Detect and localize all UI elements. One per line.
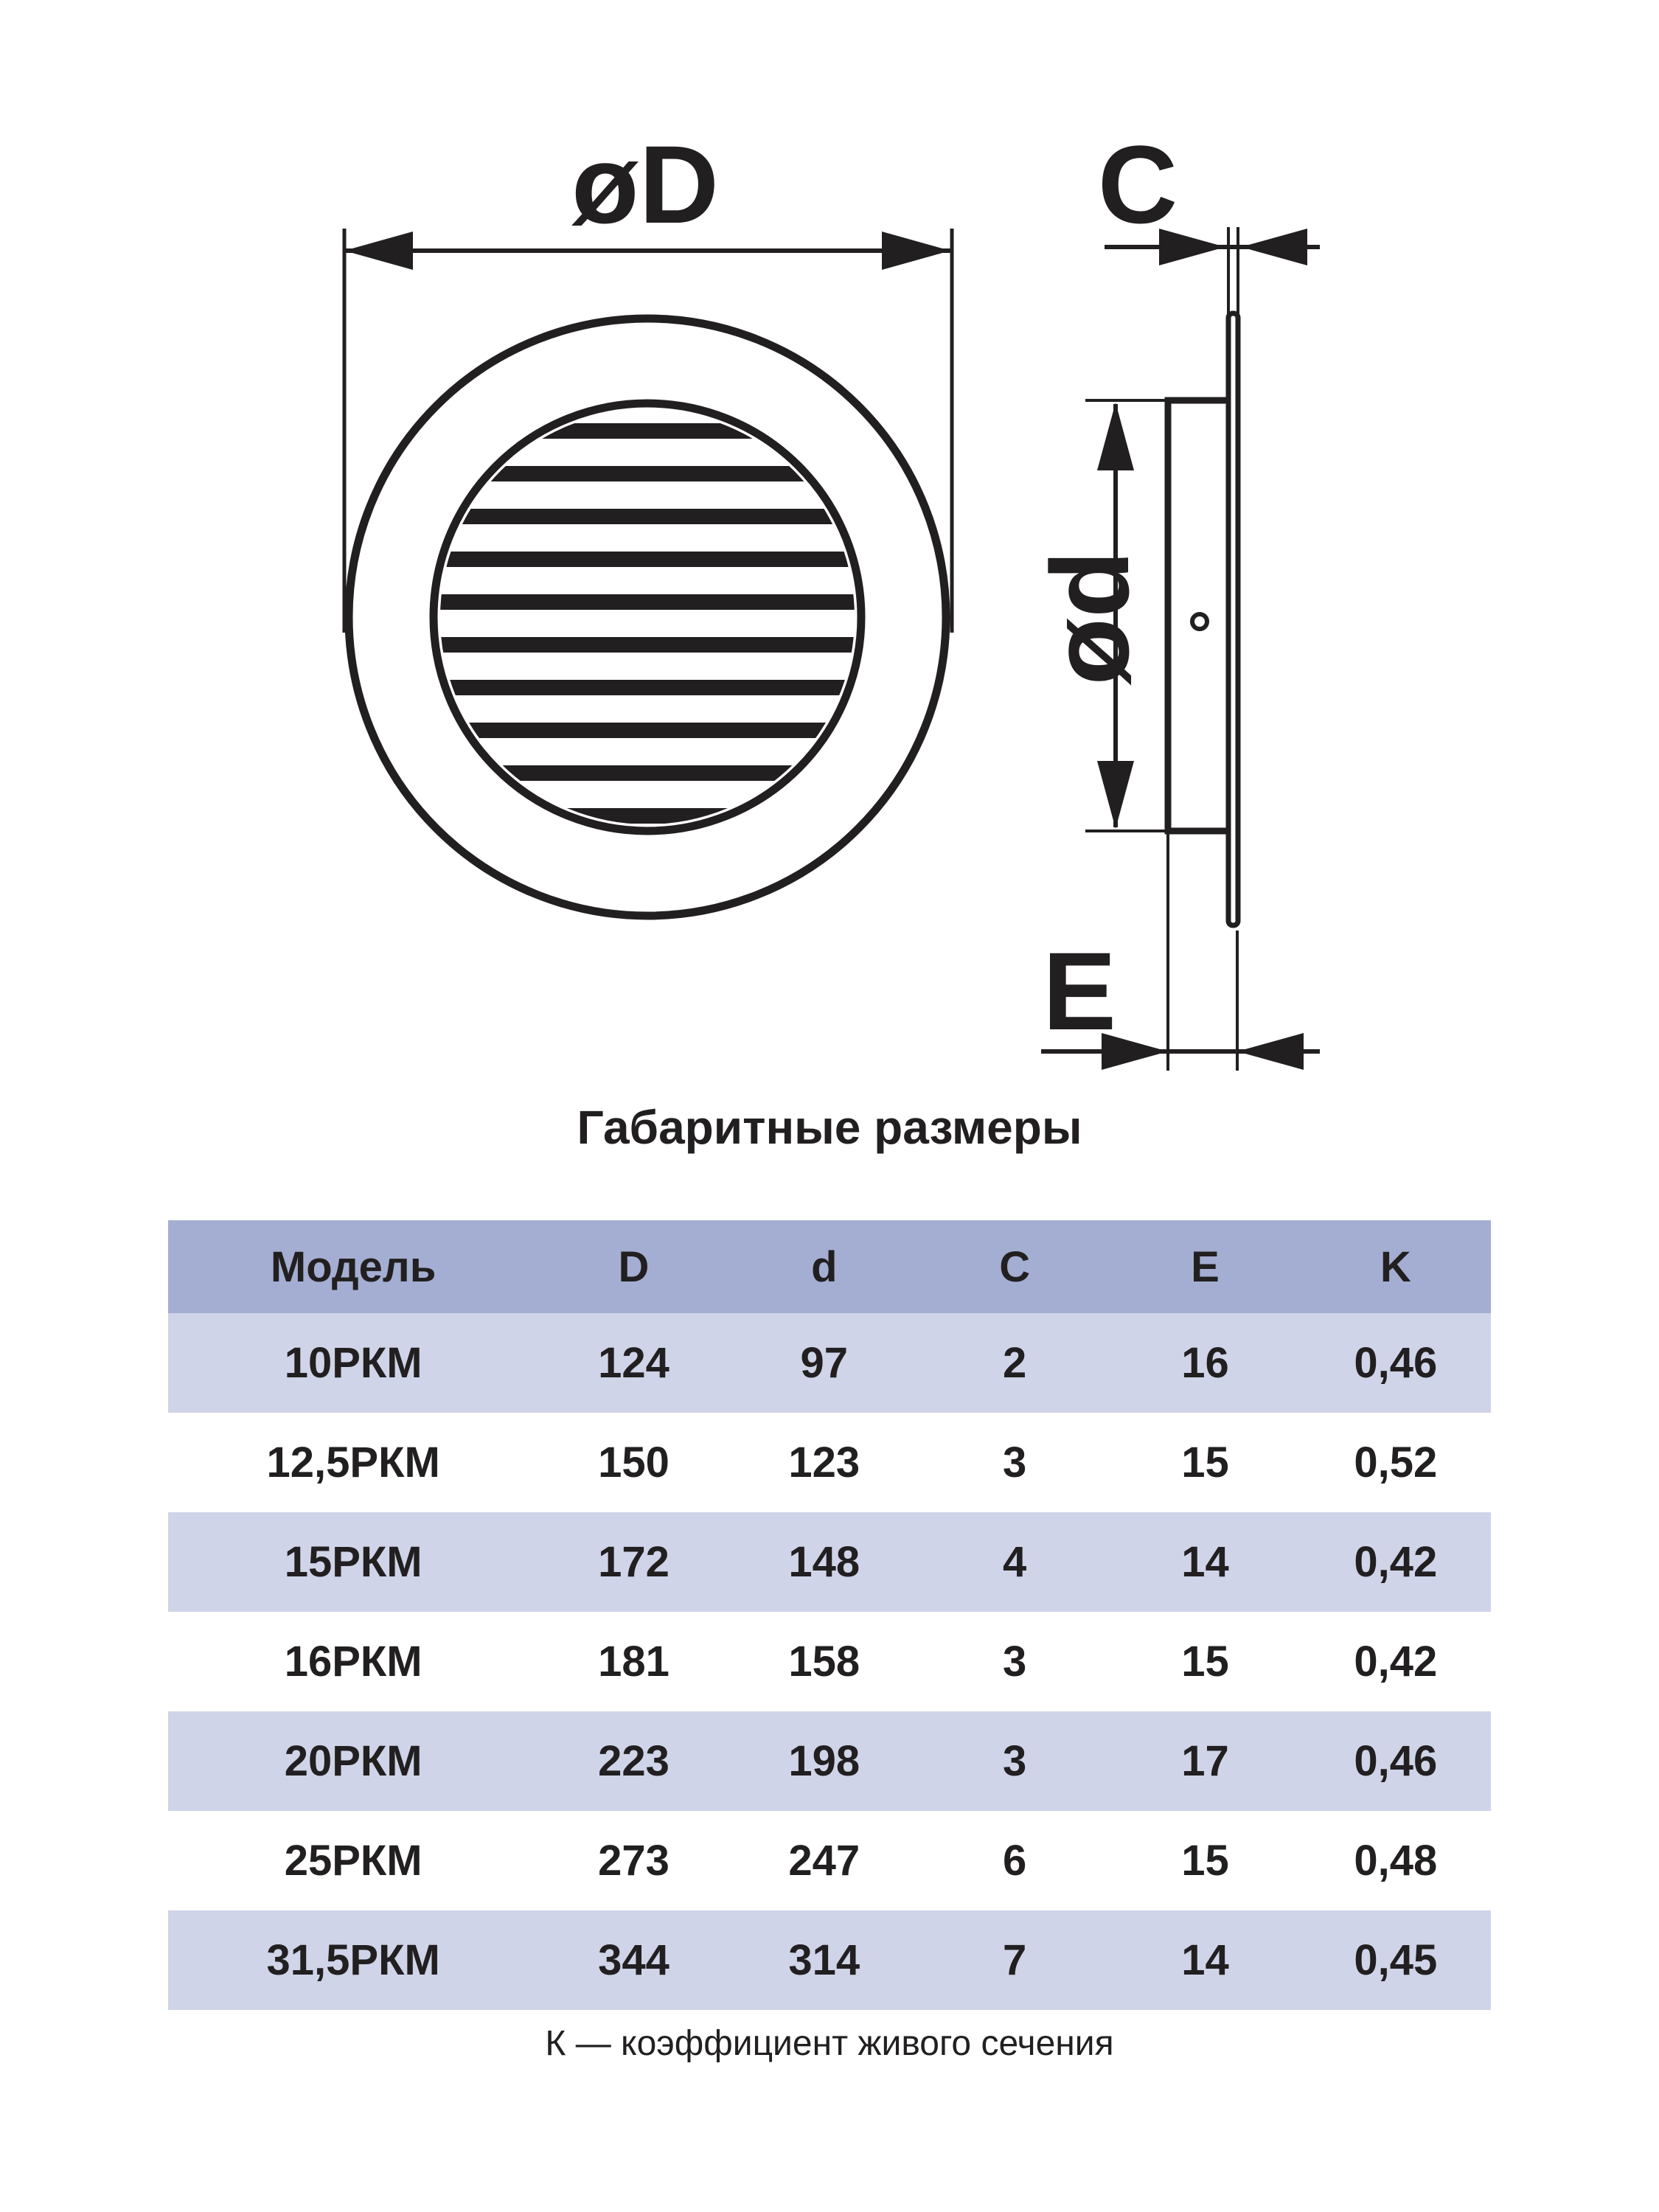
cell-K: 0,42 bbox=[1354, 1638, 1438, 1686]
cell-d: 158 bbox=[788, 1638, 860, 1686]
cell-C: 2 bbox=[1003, 1339, 1027, 1387]
cell-model: 25РКМ bbox=[284, 1837, 422, 1885]
duct-diameter-label: ød bbox=[1028, 550, 1152, 686]
header-d: d bbox=[729, 1220, 919, 1313]
table-row bbox=[168, 1910, 1491, 2010]
table-row bbox=[168, 1811, 1491, 1910]
header-D: D bbox=[538, 1220, 728, 1313]
cell-C: 3 bbox=[1003, 1638, 1027, 1686]
table-row bbox=[168, 1512, 1491, 1612]
cell-model: 31,5РКМ bbox=[266, 1936, 440, 1984]
cell-K: 0,52 bbox=[1354, 1439, 1438, 1486]
section-title: Габаритные размеры bbox=[577, 1101, 1082, 1154]
header-model: Модель bbox=[168, 1220, 538, 1313]
cell-d: 123 bbox=[788, 1439, 860, 1486]
arrowhead-left-icon bbox=[1241, 229, 1307, 265]
cell-D: 150 bbox=[598, 1439, 669, 1486]
cell-D: 172 bbox=[598, 1538, 669, 1586]
cell-D: 223 bbox=[598, 1737, 669, 1785]
cell-E: 14 bbox=[1181, 1538, 1229, 1586]
cell-D: 273 bbox=[598, 1837, 669, 1885]
table-row bbox=[168, 1413, 1491, 1512]
depth-label: E bbox=[1042, 929, 1117, 1053]
header-K: K bbox=[1301, 1220, 1491, 1313]
cell-D: 124 bbox=[598, 1339, 669, 1387]
cell-E: 15 bbox=[1181, 1837, 1229, 1885]
flange-thickness-label: C bbox=[1097, 122, 1178, 246]
arrowhead-left-icon bbox=[1237, 1033, 1304, 1070]
front-view bbox=[344, 122, 952, 916]
arrowhead-left-icon bbox=[344, 232, 413, 270]
cell-K: 0,48 bbox=[1354, 1837, 1438, 1885]
arrowhead-right-icon bbox=[882, 232, 950, 270]
cell-D: 181 bbox=[598, 1638, 669, 1686]
outer-diameter-label: øD bbox=[571, 122, 719, 246]
header-C: C bbox=[919, 1220, 1110, 1313]
header-E: E bbox=[1110, 1220, 1300, 1313]
cell-model: 10РКМ bbox=[284, 1339, 422, 1387]
cell-C: 7 bbox=[1003, 1936, 1027, 1984]
cell-E: 17 bbox=[1181, 1737, 1229, 1785]
cell-C: 6 bbox=[1003, 1837, 1027, 1885]
table-row bbox=[168, 1313, 1491, 1413]
louver-slats bbox=[434, 423, 861, 824]
dimensions-table bbox=[168, 1220, 1491, 2010]
footnote: К — коэффициент живого сечения bbox=[545, 2024, 1114, 2063]
cell-d: 314 bbox=[788, 1936, 860, 1984]
grille-outer-circle bbox=[349, 319, 946, 916]
cell-E: 15 bbox=[1181, 1638, 1229, 1686]
cell-d: 198 bbox=[788, 1737, 860, 1785]
table-row bbox=[168, 1612, 1491, 1711]
cell-C: 3 bbox=[1003, 1737, 1027, 1785]
cell-E: 16 bbox=[1181, 1339, 1229, 1387]
cell-d: 148 bbox=[788, 1538, 860, 1586]
cell-model: 12,5РКМ bbox=[266, 1439, 440, 1486]
cell-d: 247 bbox=[788, 1837, 860, 1885]
arrowhead-down-icon bbox=[1097, 761, 1134, 829]
arrowhead-up-icon bbox=[1097, 403, 1134, 470]
cell-C: 3 bbox=[1003, 1439, 1027, 1486]
side-view bbox=[1028, 122, 1320, 1071]
cell-C: 4 bbox=[1003, 1538, 1027, 1586]
cell-K: 0,45 bbox=[1354, 1936, 1438, 1984]
cell-D: 344 bbox=[598, 1936, 669, 1984]
cell-model: 20РКМ bbox=[284, 1737, 422, 1785]
cell-model: 16РКМ bbox=[284, 1638, 422, 1686]
cell-model: 15РКМ bbox=[284, 1538, 422, 1586]
cell-K: 0,46 bbox=[1354, 1339, 1438, 1387]
cell-d: 97 bbox=[800, 1339, 849, 1387]
cell-E: 15 bbox=[1181, 1439, 1229, 1486]
table-header-row bbox=[168, 1220, 1491, 1313]
cell-K: 0,46 bbox=[1354, 1737, 1438, 1785]
cell-K: 0,42 bbox=[1354, 1538, 1438, 1586]
table-row bbox=[168, 1711, 1491, 1811]
flange-plate bbox=[1228, 313, 1238, 925]
cell-E: 14 bbox=[1181, 1936, 1229, 1984]
